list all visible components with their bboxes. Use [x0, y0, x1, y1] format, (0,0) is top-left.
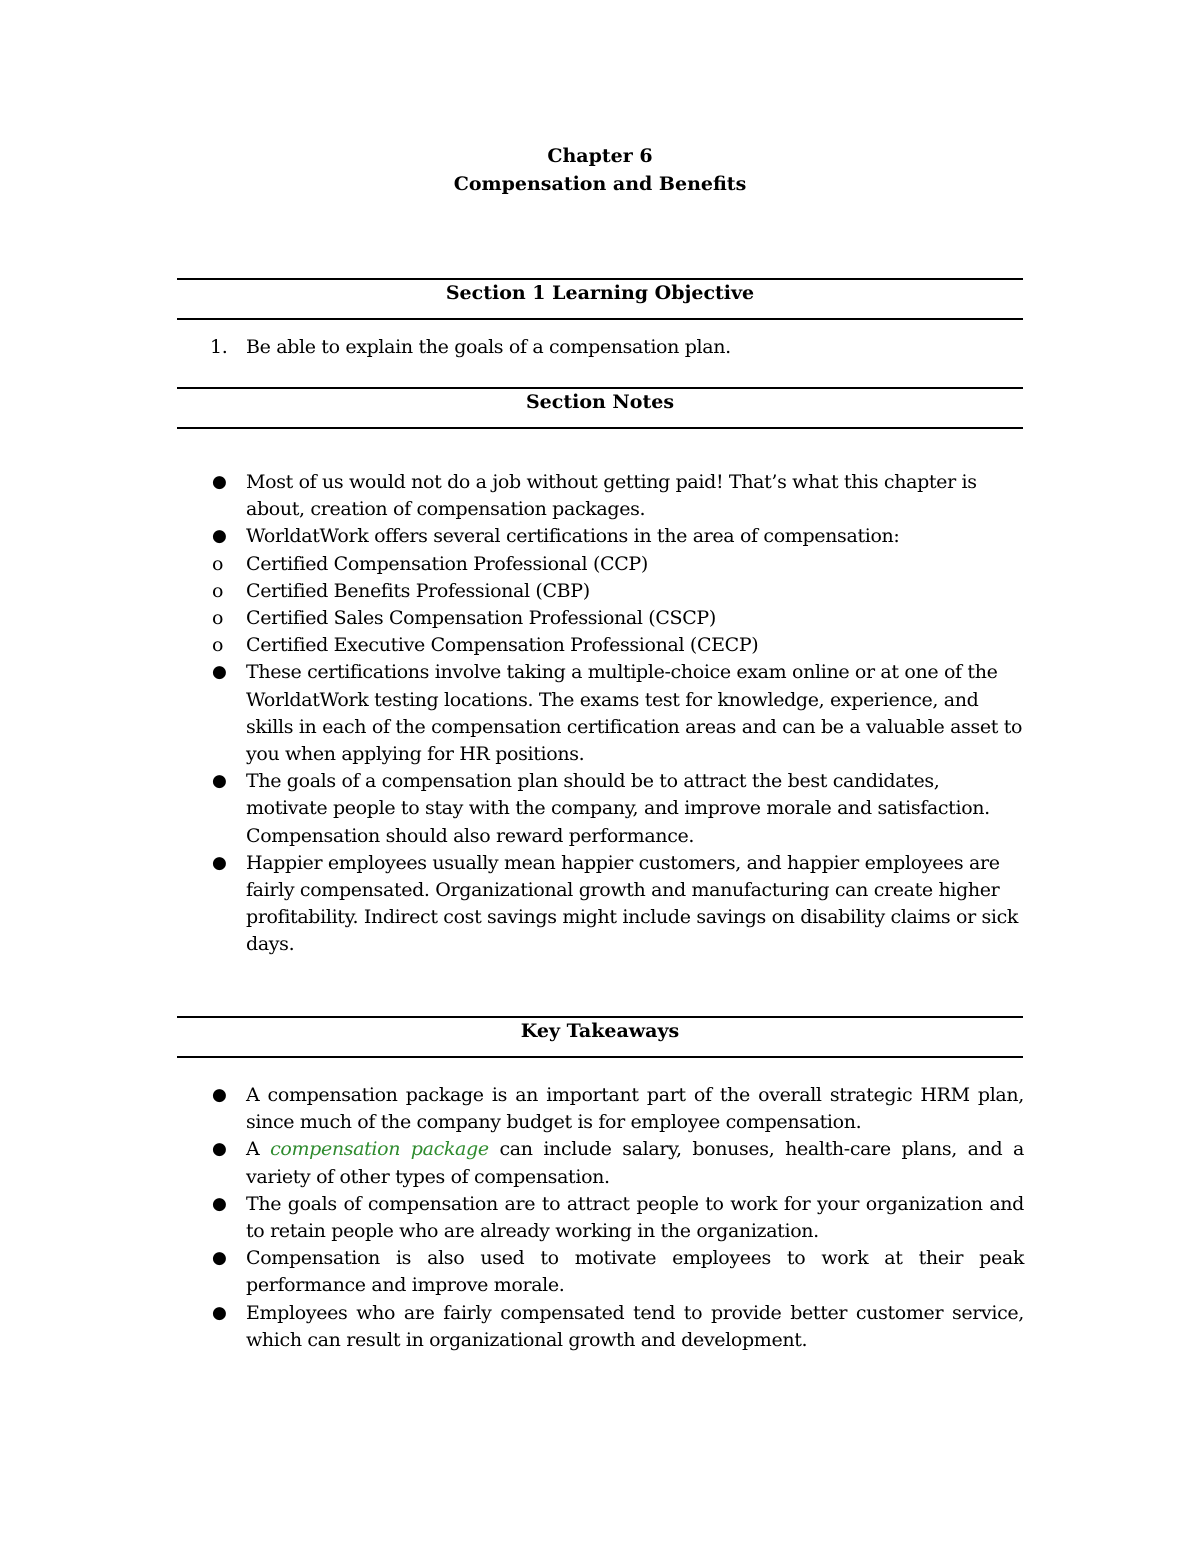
bullet-icon: ● — [212, 662, 227, 683]
notes-item-text: Most of us would not do a job without getting paid! That’s what this chapter is about, creation of compensation packages. — [246, 471, 977, 521]
takeaway-text: Compensation is also used to motivate employees to work at their peak performance and improve morale. — [246, 1247, 1024, 1297]
bullet-icon: ● — [212, 1193, 227, 1214]
takeaway-item — [212, 1136, 1025, 1190]
takeaway-text-suffix: can include salary, bonuses, health-care plans, and a variety of other types of compensation. — [246, 1138, 1025, 1188]
bullet-icon: ● — [212, 852, 227, 873]
bullet-icon: ● — [212, 771, 227, 792]
certification-text: Certified Compensation Professional (CCP) — [246, 552, 648, 575]
certifications-sublist — [174, 551, 1024, 660]
objective-list — [210, 334, 1024, 361]
document-title-block — [0, 142, 1200, 198]
sub-bullet-icon: o — [212, 552, 224, 575]
notes-list — [212, 469, 1024, 551]
certification-text: Certified Benefits Professional (CBP) — [246, 579, 590, 602]
chapter-title: Compensation and Benefits — [453, 173, 747, 195]
certification-item — [174, 605, 1024, 632]
notes-bottom-rule — [177, 427, 1023, 429]
takeaways-list — [212, 1082, 1025, 1354]
compensation-package-term-link[interactable]: compensation package — [270, 1138, 489, 1161]
certification-item — [174, 578, 1024, 605]
takeaway-item — [212, 1300, 1024, 1354]
certification-item — [174, 632, 1024, 659]
certification-text: Certified Executive Compensation Professional (CECP) — [246, 634, 759, 657]
notes-item — [212, 469, 1024, 523]
notes-heading: Section Notes — [525, 391, 675, 413]
sub-bullet-icon: o — [212, 607, 224, 630]
notes-item-text: These certifications involve taking a multiple-choice exam online or at one of the WorldatWork testing locations. The exams test for knowledge, experience, and skills in each of the compensation certification areas and can be a valuable asset to you when applying for HR positions. — [246, 661, 1023, 766]
sub-bullet-icon: o — [212, 634, 224, 657]
takeaway-item — [212, 1082, 1024, 1136]
takeaway-text: A compensation package is an important part of the overall strategic HRM plan, since much of the company budget is for employee compensation. — [246, 1084, 1024, 1134]
certification-item — [174, 551, 1024, 578]
objective-bottom-rule — [177, 318, 1023, 320]
objective-text: Be able to explain the goals of a compensation plan. — [246, 336, 731, 358]
objective-heading: Section 1 Learning Objective — [445, 282, 755, 304]
objective-item — [210, 334, 1024, 361]
notes-item — [212, 850, 1024, 959]
bullet-icon: ● — [212, 1302, 227, 1323]
notes-item — [212, 523, 1024, 550]
takeaways-bottom-rule — [177, 1056, 1023, 1058]
bullet-icon: ● — [212, 1248, 227, 1269]
takeaways-list-container — [212, 1082, 1025, 1354]
sub-bullet-icon: o — [212, 579, 224, 602]
notes-item — [212, 768, 1024, 850]
bullet-icon: ● — [212, 472, 227, 492]
certification-text: Certified Sales Compensation Professional (CSCP) — [246, 607, 716, 630]
notes-item — [212, 659, 1024, 768]
notes-item-text: Happier employees usually mean happier customers, and happier employees are fairly compensated. Organizational growth and manufacturing can create higher profitability. Indirect cost savings might include savings on disability claims or sick days. — [246, 851, 1019, 956]
notes-list-container — [212, 469, 1024, 959]
chapter-number: Chapter 6 — [547, 145, 653, 167]
notes-item-text: The goals of a compensation plan should be to attract the best candidates, motivate people to stay with the company, and improve morale and satisfaction. Compensation should also reward performance. — [246, 770, 990, 847]
objective-list-container — [210, 334, 1024, 361]
notes-list-continued — [212, 659, 1024, 958]
takeaways-heading: Key Takeaways — [520, 1020, 680, 1042]
bullet-icon: ● — [212, 526, 227, 547]
takeaway-text: The goals of compensation are to attract people to work for your organization and to retain people who are already working in the organization. — [246, 1192, 1024, 1243]
bullet-icon: ● — [212, 1139, 227, 1160]
notes-item-text: WorldatWork offers several certifications in the area of compensation: — [246, 525, 900, 548]
takeaway-item — [212, 1191, 1024, 1245]
bullet-icon: ● — [212, 1085, 227, 1105]
objective-number: 1. — [210, 336, 228, 358]
takeaway-item — [212, 1245, 1024, 1299]
takeaway-text: Employees who are fairly compensated tend to provide better customer service, which can result in organizational growth and development. — [246, 1301, 1024, 1351]
takeaway-text-prefix: A — [246, 1138, 271, 1161]
